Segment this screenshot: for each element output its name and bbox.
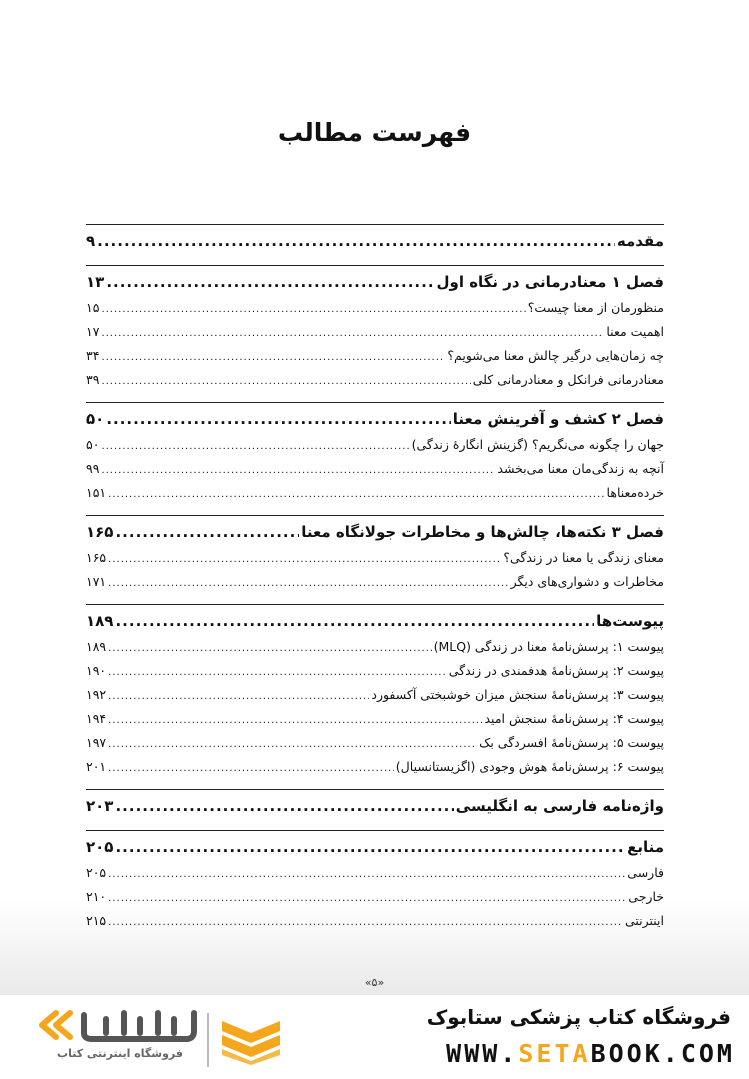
toc-entry-page: ۹ bbox=[86, 232, 96, 250]
toc-entry-label: جهان را چگونه می‌نگریم؟ (گزینش انگارهٔ زندگی) bbox=[411, 437, 664, 452]
toc-entry-label: پیوست ۶: پرسش‌نامهٔ هوش وجودی (اگزیستانسیال) bbox=[395, 759, 664, 774]
toc-entry-label: فصل ۳ نکته‌ها، چالش‌ها و مخاطرات جولانگاه معنا bbox=[301, 523, 664, 541]
toc-subentry[interactable] bbox=[86, 683, 664, 707]
toc-entry-page: ۳۴ bbox=[86, 348, 100, 363]
toc-subentry[interactable] bbox=[86, 344, 664, 368]
dot-leader bbox=[108, 481, 604, 507]
dot-leader bbox=[115, 607, 594, 635]
dot-leader bbox=[115, 518, 299, 546]
page-title: فهرست مطالب bbox=[277, 118, 472, 147]
toc-entry-label: خرده‌معناها bbox=[606, 485, 664, 500]
toc-section bbox=[86, 830, 664, 933]
toc-entry-label: چه زمان‌هایی درگیر چالش معنا می‌شویم؟ bbox=[447, 348, 664, 363]
toc-subentry[interactable] bbox=[86, 909, 664, 933]
toc-entry-label: مقدمه bbox=[616, 232, 664, 250]
toc-entry-label: فارسی bbox=[627, 865, 664, 880]
toc-entry-label: پیوست ۵: پرسش‌نامهٔ افسردگی بک bbox=[479, 735, 664, 750]
toc-chapter-entry[interactable] bbox=[86, 518, 664, 546]
toc-entry-page: ۱۶۵ bbox=[86, 523, 114, 541]
toc-subentry[interactable] bbox=[86, 570, 664, 594]
toc-entry-page: ۱۸۹ bbox=[86, 639, 107, 654]
toc-entry-page: ۱۵ bbox=[86, 300, 100, 315]
toc-subentry[interactable] bbox=[86, 457, 664, 481]
toc-entry-label: معنای زندگی یا معنا در زندگی؟ bbox=[503, 550, 664, 565]
toc-entry-label: خارجی bbox=[628, 889, 664, 904]
toc-entry-page: ۱۵۱ bbox=[86, 485, 107, 500]
dot-leader bbox=[108, 707, 482, 733]
toc-entry-page: ۲۰۵ bbox=[86, 865, 107, 880]
toc-entry-label: پیوست ۴: پرسش‌نامهٔ سنجش امید bbox=[484, 711, 664, 726]
dot-leader bbox=[101, 344, 445, 370]
toc-subentry[interactable] bbox=[86, 731, 664, 755]
toc-entry-page: ۵۰ bbox=[86, 437, 100, 452]
toc-entry-page: ۱۹۰ bbox=[86, 663, 107, 678]
dot-leader bbox=[108, 885, 626, 911]
toc-entry-page: ۲۱۵ bbox=[86, 913, 107, 928]
toc-entry-page: ۳۹ bbox=[86, 372, 100, 387]
toc-chapter-entry[interactable] bbox=[86, 607, 664, 635]
dot-leader bbox=[108, 635, 431, 661]
toc-entry-page: ۹۹ bbox=[86, 461, 100, 476]
toc-section bbox=[86, 789, 664, 820]
page-number: «۵» bbox=[364, 976, 385, 989]
toc-entry-page: ۱۸۹ bbox=[86, 612, 114, 630]
url-accent: SETA bbox=[518, 1039, 591, 1068]
dot-leader bbox=[101, 433, 409, 459]
dot-leader bbox=[115, 833, 625, 861]
toc-section bbox=[86, 604, 664, 779]
toc-subentry[interactable] bbox=[86, 755, 664, 779]
toc-subentry[interactable] bbox=[86, 296, 664, 320]
shop-url[interactable] bbox=[446, 1039, 735, 1068]
toc-entry-label: اهمیت معنا bbox=[606, 324, 664, 339]
store-banner bbox=[0, 995, 749, 1079]
dot-leader bbox=[106, 268, 434, 296]
toc-chapter-entry[interactable] bbox=[86, 268, 664, 296]
dot-leader bbox=[108, 755, 394, 781]
toc-entry-page: ۱۹۲ bbox=[86, 687, 107, 702]
toc-entry-label: پیوست‌ها bbox=[596, 612, 664, 630]
toc-chapter-entry[interactable] bbox=[86, 227, 664, 255]
toc-subentry[interactable] bbox=[86, 546, 664, 570]
toc-chapter-entry[interactable] bbox=[86, 792, 664, 820]
dot-leader bbox=[108, 909, 623, 935]
dot-leader bbox=[108, 731, 477, 757]
toc-entry-label: آنچه به زندگی‌مان معنا می‌بخشد bbox=[497, 461, 664, 476]
dot-leader bbox=[101, 368, 470, 394]
dot-leader bbox=[97, 227, 615, 255]
toc-entry-page: ۱۷۱ bbox=[86, 574, 107, 589]
table-of-contents bbox=[86, 224, 664, 943]
dot-leader bbox=[101, 296, 525, 322]
url-prefix: WWW. bbox=[446, 1039, 519, 1068]
toc-subentry[interactable] bbox=[86, 659, 664, 683]
dot-leader bbox=[108, 570, 508, 596]
toc-entry-label: پیوست ۲: پرسش‌نامهٔ هدفمندی در زندگی bbox=[448, 663, 664, 678]
dot-leader bbox=[101, 457, 495, 483]
toc-entry-page: ۱۳ bbox=[86, 273, 105, 291]
toc-section bbox=[86, 265, 664, 392]
dot-leader bbox=[108, 546, 501, 572]
toc-chapter-entry[interactable] bbox=[86, 405, 664, 433]
toc-section bbox=[86, 515, 664, 594]
dot-leader bbox=[101, 320, 604, 346]
logo-subtitle: فروشگاه اینترنتی کتاب bbox=[57, 1047, 183, 1060]
toc-section bbox=[86, 402, 664, 505]
toc-subentry[interactable] bbox=[86, 481, 664, 505]
toc-subentry[interactable] bbox=[86, 707, 664, 731]
toc-entry-label: منظورمان از معنا چیست؟ bbox=[527, 300, 664, 315]
toc-entry-label: منابع bbox=[627, 838, 664, 856]
toc-entry-page: ۱۶۵ bbox=[86, 550, 107, 565]
toc-entry-page: ۵۰ bbox=[86, 410, 105, 428]
dot-leader bbox=[115, 792, 453, 820]
seta-logo-chevron-icon bbox=[218, 1017, 284, 1065]
toc-subentry[interactable] bbox=[86, 861, 664, 885]
toc-entry-page: ۲۰۵ bbox=[86, 838, 114, 856]
toc-subentry[interactable] bbox=[86, 433, 664, 457]
toc-entry-page: ۱۹۷ bbox=[86, 735, 107, 750]
dot-leader bbox=[106, 405, 450, 433]
toc-entry-label: معنادرمانی فرانکل و معنادرمانی کلی bbox=[472, 372, 664, 387]
toc-entry-page: ۱۷ bbox=[86, 324, 100, 339]
toc-entry-label: اینترنتی bbox=[624, 913, 664, 928]
toc-entry-label: واژه‌نامه فارسی به انگلیسی bbox=[455, 797, 664, 815]
toc-entry-page: ۲۰۱ bbox=[86, 759, 107, 774]
toc-subentry[interactable] bbox=[86, 368, 664, 392]
toc-entry-page: ۲۱۰ bbox=[86, 889, 107, 904]
toc-section bbox=[86, 224, 664, 255]
shop-name: فروشگاه کتاب پزشکی ستابوک bbox=[426, 1005, 731, 1029]
url-suffix: BOOK.COM bbox=[590, 1039, 735, 1068]
toc-entry-page: ۱۹۴ bbox=[86, 711, 107, 726]
toc-entry-label: فصل ۲ کشف و آفرینش معنا bbox=[452, 410, 664, 428]
toc-entry-page: ۲۰۳ bbox=[86, 797, 114, 815]
toc-entry-label: مخاطرات و دشواری‌های دیگر bbox=[510, 574, 664, 589]
toc-entry-label: پیوست ۳: پرسش‌نامهٔ سنجش میزان خوشبختی آکسفورد bbox=[371, 687, 664, 702]
toc-entry-label: فصل ۱ معنادرمانی در نگاه اول bbox=[436, 273, 664, 291]
dot-leader bbox=[108, 861, 625, 887]
seta-logo-wordmark-icon bbox=[36, 1005, 201, 1045]
toc-subentry[interactable] bbox=[86, 885, 664, 909]
toc-chapter-entry[interactable] bbox=[86, 833, 664, 861]
logo-divider bbox=[207, 1013, 209, 1067]
dot-leader bbox=[108, 683, 369, 709]
toc-subentry[interactable] bbox=[86, 635, 664, 659]
toc-subentry[interactable] bbox=[86, 320, 664, 344]
toc-entry-label: پیوست ۱: پرسش‌نامهٔ معنا در زندگی (MLQ) bbox=[433, 639, 664, 654]
dot-leader bbox=[108, 659, 447, 685]
